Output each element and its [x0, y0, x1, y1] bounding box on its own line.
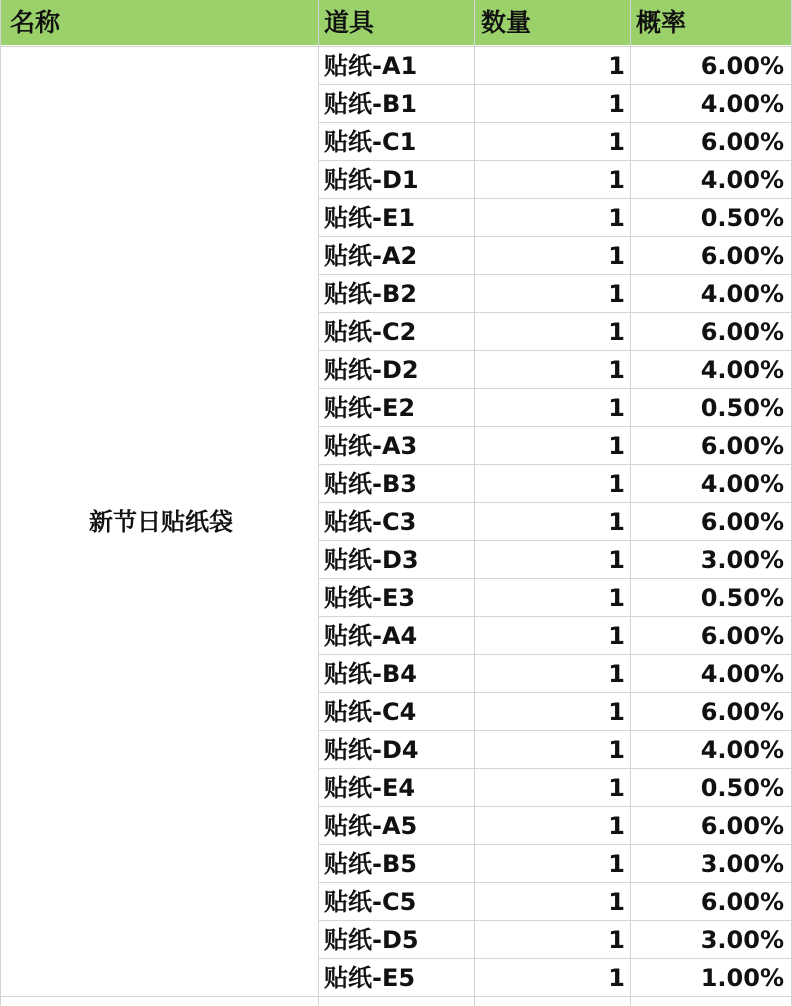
- table-row: [0, 503, 792, 541]
- quantity-cell[interactable]: 1: [608, 52, 625, 80]
- row-divider: [318, 350, 792, 351]
- table-row: [0, 427, 792, 465]
- row-divider: [318, 464, 792, 465]
- item-cell[interactable]: 贴纸-E4: [324, 774, 416, 802]
- header-quantity[interactable]: 数量: [481, 8, 532, 37]
- row-divider: [318, 160, 792, 161]
- item-cell[interactable]: 贴纸-C2: [324, 318, 417, 346]
- row-divider: [318, 920, 792, 921]
- quantity-cell[interactable]: 1: [608, 888, 625, 916]
- row-divider: [318, 388, 792, 389]
- row-divider: [318, 882, 792, 883]
- table-row: [0, 351, 792, 389]
- probability-cell[interactable]: 4.00%: [700, 166, 784, 194]
- row-divider: [318, 198, 792, 199]
- row-divider: [318, 806, 792, 807]
- table-row: [0, 389, 792, 427]
- probability-cell[interactable]: 6.00%: [700, 698, 784, 726]
- table-row: [0, 85, 792, 123]
- probability-cell[interactable]: 6.00%: [700, 242, 784, 270]
- table-row: [0, 769, 792, 807]
- table-row: [0, 693, 792, 731]
- row-divider: [318, 274, 792, 275]
- probability-cell[interactable]: 3.00%: [700, 926, 784, 954]
- row-divider: [318, 844, 792, 845]
- probability-cell[interactable]: 4.00%: [700, 660, 784, 688]
- probability-cell[interactable]: 4.00%: [700, 736, 784, 764]
- probability-cell[interactable]: 0.50%: [700, 774, 784, 802]
- probability-cell[interactable]: 6.00%: [700, 318, 784, 346]
- quantity-cell[interactable]: 1: [608, 128, 625, 156]
- quantity-cell[interactable]: 1: [608, 204, 625, 232]
- row-divider: [318, 616, 792, 617]
- item-cell[interactable]: 贴纸-D1: [324, 166, 419, 194]
- quantity-cell[interactable]: 1: [608, 432, 625, 460]
- probability-cell[interactable]: 4.00%: [700, 470, 784, 498]
- probability-cell[interactable]: 3.00%: [700, 850, 784, 878]
- row-divider: [318, 692, 792, 693]
- row-divider: [318, 730, 792, 731]
- table-row: [0, 731, 792, 769]
- item-cell[interactable]: 贴纸-D4: [324, 736, 419, 764]
- table-row: [0, 617, 792, 655]
- probability-cell[interactable]: 6.00%: [700, 52, 784, 80]
- quantity-cell[interactable]: 1: [608, 850, 625, 878]
- quantity-cell[interactable]: 1: [608, 964, 625, 992]
- table-row: [0, 237, 792, 275]
- probability-cell[interactable]: 6.00%: [700, 432, 784, 460]
- item-cell[interactable]: 贴纸-E2: [324, 394, 416, 422]
- table-row: [0, 807, 792, 845]
- row-divider: [318, 654, 792, 655]
- row-divider: [318, 84, 792, 85]
- item-cell[interactable]: 贴纸-B3: [324, 470, 417, 498]
- item-cell[interactable]: 贴纸-A4: [324, 622, 418, 650]
- probability-cell[interactable]: 6.00%: [700, 812, 784, 840]
- merged-group-name-cell[interactable]: 新节日贴纸袋: [89, 507, 233, 536]
- quantity-cell[interactable]: 1: [608, 90, 625, 118]
- item-cell[interactable]: 贴纸-A3: [324, 432, 418, 460]
- probability-cell[interactable]: 6.00%: [700, 888, 784, 916]
- column-divider: [318, 0, 319, 1006]
- quantity-cell[interactable]: 1: [608, 166, 625, 194]
- probability-cell[interactable]: 3.00%: [700, 546, 784, 574]
- table-row: [0, 655, 792, 693]
- item-cell[interactable]: 贴纸-B5: [324, 850, 417, 878]
- table-row: [0, 47, 792, 85]
- row-divider: [318, 236, 792, 237]
- column-divider: [474, 0, 475, 1006]
- quantity-cell[interactable]: 1: [608, 774, 625, 802]
- quantity-cell[interactable]: 1: [608, 698, 625, 726]
- table-row: [0, 959, 792, 997]
- row-divider: [318, 768, 792, 769]
- row-divider: [318, 578, 792, 579]
- row-divider: [318, 312, 792, 313]
- table-row: [0, 541, 792, 579]
- table-row: [0, 579, 792, 617]
- item-cell[interactable]: 贴纸-C1: [324, 128, 417, 156]
- item-cell[interactable]: 贴纸-B1: [324, 90, 417, 118]
- table-row: [0, 313, 792, 351]
- header-row: [0, 0, 792, 45]
- header-name[interactable]: 名称: [10, 8, 61, 37]
- quantity-cell[interactable]: 1: [608, 584, 625, 612]
- item-cell[interactable]: 贴纸-C4: [324, 698, 417, 726]
- item-cell[interactable]: 贴纸-B2: [324, 280, 417, 308]
- row-divider: [318, 540, 792, 541]
- table-row: [0, 199, 792, 237]
- table-row: [0, 123, 792, 161]
- probability-cell[interactable]: 0.50%: [700, 584, 784, 612]
- probability-cell[interactable]: 1.00%: [700, 964, 784, 992]
- item-cell[interactable]: 贴纸-A2: [324, 242, 418, 270]
- table-row: [0, 883, 792, 921]
- quantity-cell[interactable]: 1: [608, 622, 625, 650]
- item-cell[interactable]: 贴纸-E5: [324, 964, 416, 992]
- header-probability[interactable]: 概率: [636, 8, 687, 37]
- item-cell[interactable]: 贴纸-C5: [324, 888, 417, 916]
- quantity-cell[interactable]: 1: [608, 318, 625, 346]
- probability-cell[interactable]: 4.00%: [700, 280, 784, 308]
- quantity-cell[interactable]: 1: [608, 280, 625, 308]
- quantity-cell[interactable]: 1: [608, 242, 625, 270]
- header-item[interactable]: 道具: [324, 8, 375, 37]
- item-cell[interactable]: 贴纸-E1: [324, 204, 416, 232]
- item-cell[interactable]: 贴纸-A1: [324, 52, 418, 80]
- row-divider: [318, 426, 792, 427]
- table-row: [0, 161, 792, 199]
- item-cell[interactable]: 贴纸-E3: [324, 584, 416, 612]
- item-cell[interactable]: 贴纸-A5: [324, 812, 418, 840]
- row-divider: [318, 502, 792, 503]
- quantity-cell[interactable]: 1: [608, 812, 625, 840]
- probability-cell[interactable]: 0.50%: [700, 394, 784, 422]
- table-row: [0, 465, 792, 503]
- table-row: [0, 845, 792, 883]
- table-row: [0, 921, 792, 959]
- row-divider: [0, 996, 792, 997]
- row-divider: [318, 958, 792, 959]
- quantity-cell[interactable]: 1: [608, 356, 625, 384]
- item-cell[interactable]: 贴纸-B4: [324, 660, 417, 688]
- item-cell[interactable]: 贴纸-D3: [324, 546, 419, 574]
- row-divider: [0, 46, 792, 47]
- probability-cell[interactable]: 6.00%: [700, 622, 784, 650]
- item-cell[interactable]: 贴纸-D2: [324, 356, 419, 384]
- probability-cell[interactable]: 0.50%: [700, 204, 784, 232]
- probability-cell[interactable]: 6.00%: [700, 508, 784, 536]
- probability-cell[interactable]: 4.00%: [700, 90, 784, 118]
- quantity-cell[interactable]: 1: [608, 394, 625, 422]
- column-divider: [630, 0, 631, 1006]
- quantity-cell[interactable]: 1: [608, 736, 625, 764]
- probability-cell[interactable]: 4.00%: [700, 356, 784, 384]
- quantity-cell[interactable]: 1: [608, 508, 625, 536]
- item-cell[interactable]: 贴纸-D5: [324, 926, 419, 954]
- table-row: [0, 275, 792, 313]
- probability-cell[interactable]: 6.00%: [700, 128, 784, 156]
- quantity-cell[interactable]: 1: [608, 926, 625, 954]
- quantity-cell[interactable]: 1: [608, 546, 625, 574]
- quantity-cell[interactable]: 1: [608, 470, 625, 498]
- row-divider: [318, 122, 792, 123]
- column-divider: [0, 0, 1, 1006]
- item-cell[interactable]: 贴纸-C3: [324, 508, 417, 536]
- quantity-cell[interactable]: 1: [608, 660, 625, 688]
